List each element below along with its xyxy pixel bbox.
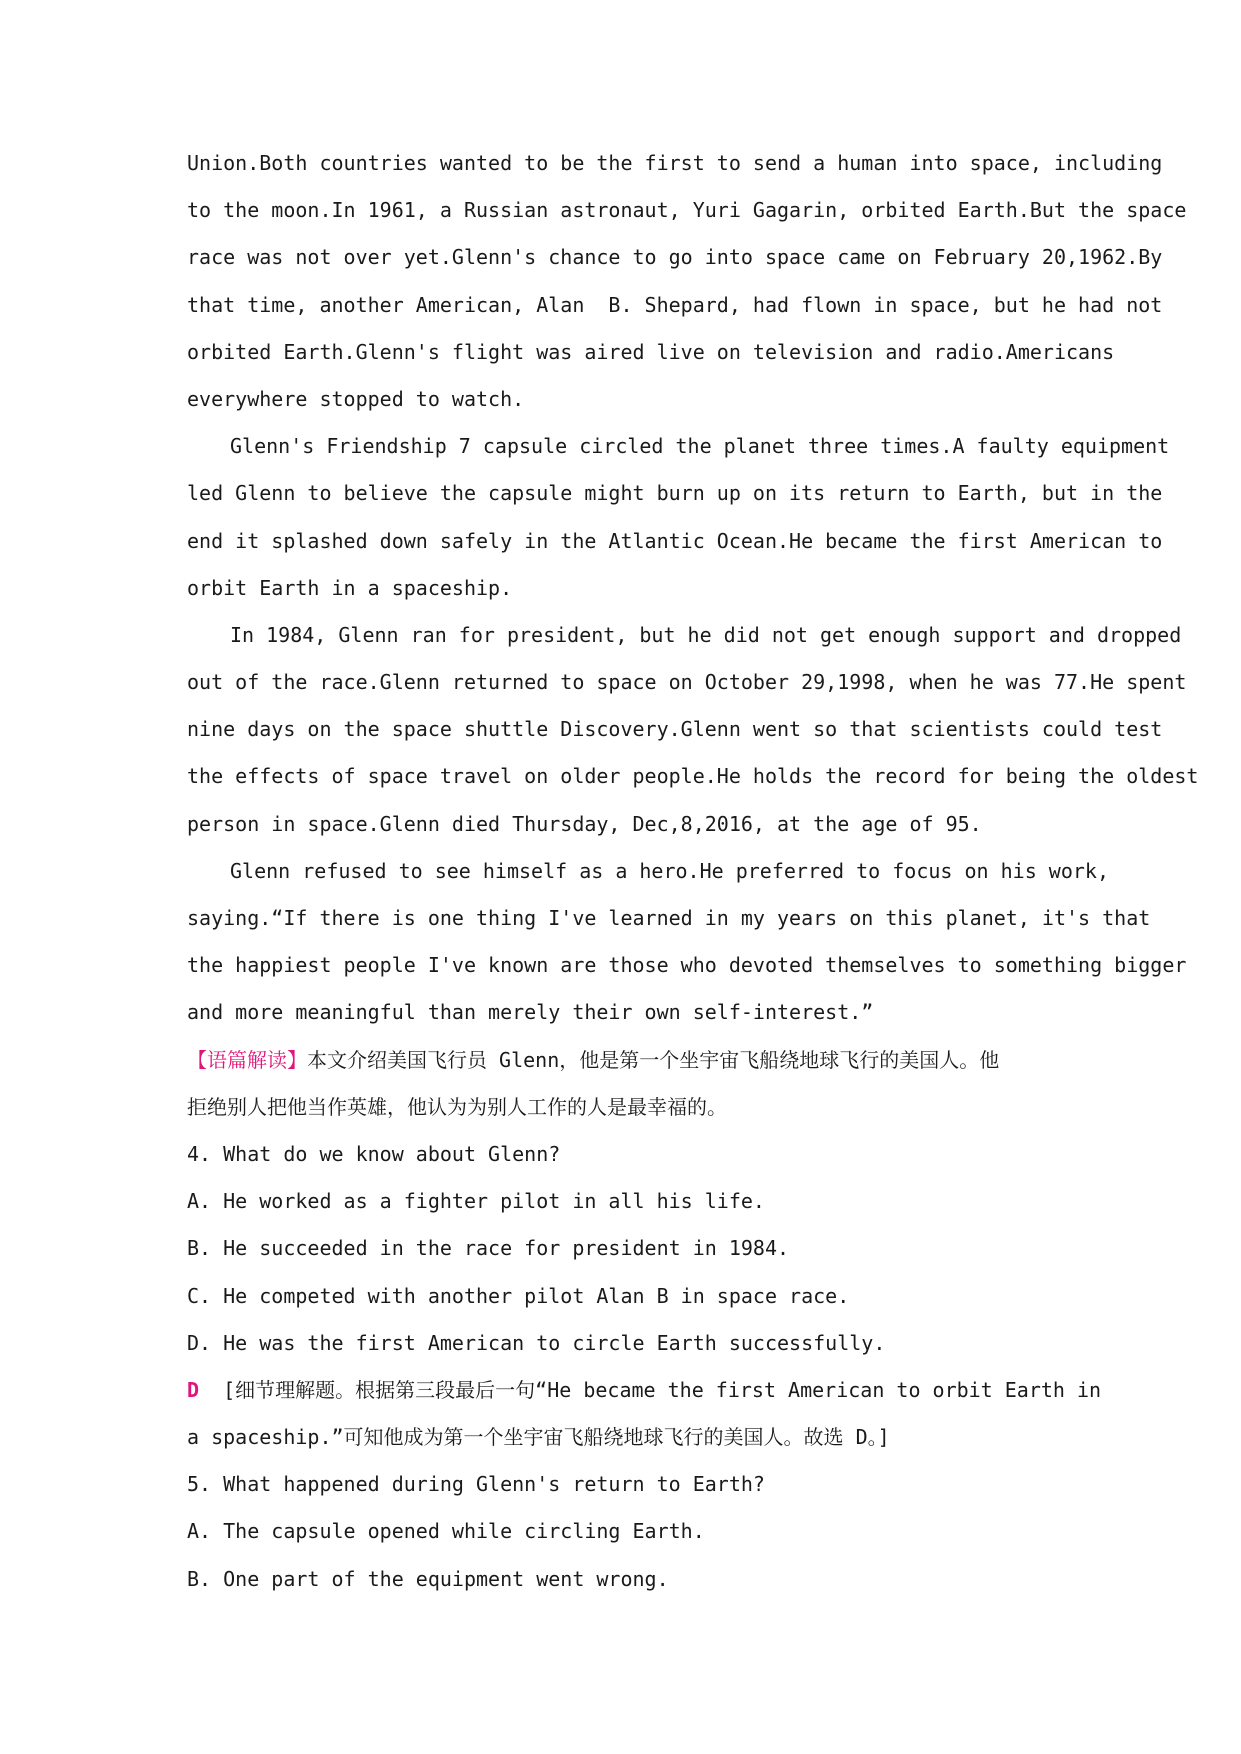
passage-line: orbited Earth.Glenn's flight was aired live on television and radio.Americans	[187, 339, 1115, 364]
document-page	[187, 140, 1199, 1603]
passage-line: and more meaningful than merely their own self-interest.”	[187, 1000, 874, 1025]
explanation-text: [细节理解题。根据第三段最后一句“He became the first American to orbit Earth in	[199, 1377, 1102, 1402]
passage-line: that time, another American, Alan B. Shepard, had flown in space, but he had not	[187, 292, 1163, 317]
analysis-line: 拒绝别人把他当作英雄，他认为为别人工作的人是最幸福的。	[187, 1094, 727, 1119]
passage-line: Glenn refused to see himself as a hero.He preferred to focus on his work,	[230, 858, 1109, 883]
passage-line: Glenn's Friendship 7 capsule circled the planet three times.A faulty equipment	[230, 434, 1170, 459]
question-4-option-b: B. He succeeded in the race for president in 1984.	[187, 1236, 790, 1261]
passage-line: In 1984, Glenn ran for president, but he did not get enough support and dropped	[230, 622, 1182, 647]
analysis-line	[187, 1037, 1092, 1084]
analysis-tag: 【语篇解读】	[187, 1047, 307, 1072]
answer-letter: D	[187, 1377, 200, 1402]
passage-line: everywhere stopped to watch.	[187, 386, 525, 411]
question-4-option-c: C. He competed with another pilot Alan B in space race.	[187, 1283, 850, 1308]
question-5-option-b: B. One part of the equipment went wrong.	[187, 1566, 669, 1591]
passage-line: out of the race.Glenn returned to space on October 29,1998, when he was 77.He spent	[187, 670, 1187, 695]
question-4-option-d: D. He was the first American to circle Earth successfully.	[187, 1330, 886, 1355]
passage-line: saying.“If there is one thing I've learned in my years on this planet, it's that	[187, 906, 1151, 930]
passage-line: to the moon.In 1961, a Russian astronaut, Yuri Gagarin, orbited Earth.But the space	[187, 198, 1187, 223]
question-4-stem: 4. What do we know about Glenn?	[187, 1141, 561, 1166]
analysis-text: 本文介绍美国飞行员 Glenn，他是第一个坐宇宙飞船绕地球飞行的美国人。他	[307, 1047, 1000, 1072]
question-4-explanation	[187, 1367, 1102, 1414]
passage-line: Union.Both countries wanted to be the first to send a human into space, including	[187, 151, 1163, 175]
question-4-explanation-cont: a spaceship.”可知他成为第一个坐宇宙飞船绕地球飞行的美国人。故选 D。]	[187, 1425, 890, 1450]
passage-line: nine days on the space shuttle Discovery.Glenn went so that scientists could test	[187, 717, 1163, 742]
question-5-option-a: A. The capsule opened while circling Earth.	[187, 1519, 705, 1544]
passage-line: led Glenn to believe the capsule might burn up on its return to Earth, but in the	[187, 481, 1163, 506]
question-5-stem: 5. What happened during Glenn's return to Earth?	[187, 1472, 765, 1497]
question-4-option-a: A. He worked as a fighter pilot in all his life.	[187, 1189, 765, 1214]
passage-line: person in space.Glenn died Thursday, Dec,8,2016, at the age of 95.	[187, 811, 982, 836]
passage-line: the effects of space travel on older people.He holds the record for being the oldest	[187, 764, 1199, 789]
passage-line: the happiest people I've known are those who devoted themselves to something bigger	[187, 953, 1187, 978]
passage-line: end it splashed down safely in the Atlantic Ocean.He became the first American to	[187, 528, 1163, 553]
passage-line: orbit Earth in a spaceship.	[187, 575, 513, 600]
passage-line: race was not over yet.Glenn's chance to go into space came on February 20,1962.By	[187, 245, 1163, 270]
